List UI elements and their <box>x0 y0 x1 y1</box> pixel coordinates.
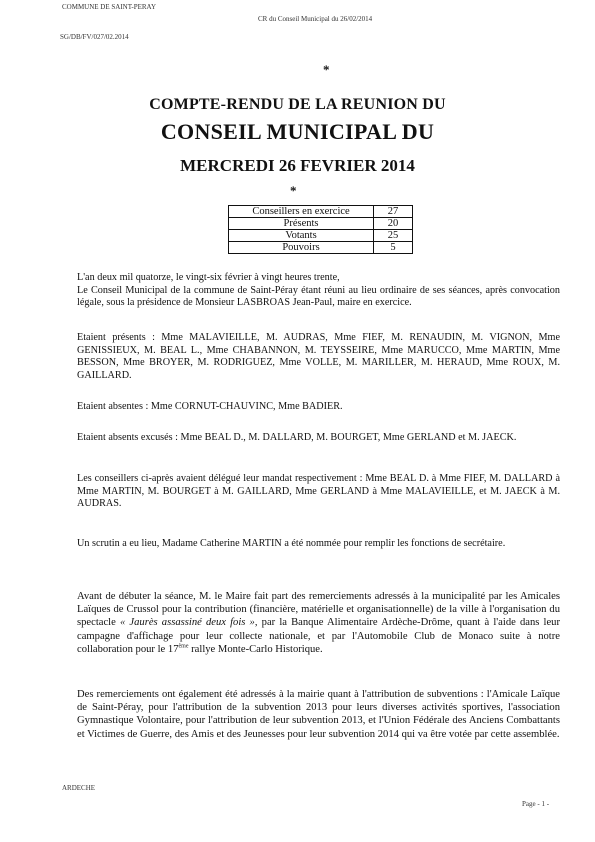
ornament-star-2: * <box>290 183 297 198</box>
stat-value: 27 <box>374 206 413 218</box>
intro-convocation: Le Conseil Municipal de la commune de Saint-Péray étant réuni au lieu ordinaire de ses séances, après convocation légale, sous la présidence de Monsieur LASBROAS Jean-Paul, maire en exercice. <box>77 284 560 309</box>
show-title: « Jaurès assassiné deux fois » <box>119 617 255 629</box>
thanks-paragraph-1: Avant de débuter la séance, M. le Maire fait part des remerciements adressés à la municipalité par les Amicales Laïques de Crussol pour la contribution (financière, matérielle et organisationnelle) de la ville à l'organisation du spectacle « Jaurès assassiné deux fois », par la Banque Alimentaire Ardèche-Drôme, quant à l'aide dans leur campagne d'affichage pour leur collecte nationale, et par l'Automobile Club de Monaco suite à notre collaboration pour le 17ème rallye Monte-Carlo Historique. <box>77 591 560 655</box>
stat-value: 20 <box>374 218 413 230</box>
stat-label: Votants <box>229 230 374 242</box>
stat-label: Pouvoirs <box>229 242 374 254</box>
title-line-1: COMPTE-RENDU DE LA REUNION DU <box>149 96 446 113</box>
table-row <box>229 218 413 230</box>
thanks-paragraph-2: Des remerciements ont également été adressés à la mairie quant à l'attribution de subventions : l'Amicale Laïque de Saint-Péray, pour l'attribution de la subvention 2013 pour leurs diverses activités sportives, l'association Gymnastique Volontaire, pour l'attribution de leur subvention 2013, et l'Union Fédérale des Anciens Combattants et Victimes de Guerre, des Amis et des Jeunesses pour leur subvention 2014 qui va être votée par cette assemblée. <box>77 689 560 740</box>
intro-date-line: L'an deux mil quatorze, le vingt-six février à vingt heures trente, <box>77 272 340 283</box>
secretary-paragraph: Un scrutin a eu lieu, Madame Catherine MARTIN a été nommée pour remplir les fonctions de secrétaire. <box>77 538 506 549</box>
header-doc-title: CR du Conseil Municipal du 26/02/2014 <box>258 15 373 23</box>
header-commune: COMMUNE DE SAINT-PERAY <box>62 3 156 11</box>
ornament-star: * <box>323 62 330 77</box>
title-line-2: CONSEIL MUNICIPAL DU <box>160 119 435 144</box>
stat-value: 25 <box>374 230 413 242</box>
stat-label: Conseillers en exercice <box>229 206 374 218</box>
table-row <box>229 230 413 242</box>
attendance-table <box>228 205 413 254</box>
intro-paragraph <box>77 272 560 310</box>
table-row <box>229 206 413 218</box>
header-reference: SG/DB/FV/027/02.2014 <box>60 33 129 41</box>
footer-left: ARDECHE <box>62 784 96 792</box>
stat-value: 5 <box>374 242 413 254</box>
page-number: Page - 1 - <box>522 800 550 808</box>
table-row <box>229 242 413 254</box>
absents-paragraph: Etaient absentes : Mme CORNUT-CHAUVINC, Mme BADIER. <box>77 401 343 412</box>
presents-paragraph: Etaient présents : Mme MALAVIEILLE, M. AUDRAS, Mme FIEF, M. RENAUDIN, M. VIGNON, Mme GENISSIEUX, M. BEAL L., Mme CHABANNON, M. TEYSSEIRE, Mme MARUCCO, Mme MARTIN, Mme BESSON, Mme BROYER, M. RODRIGUEZ, Mme VOLLE, M. MARILLER, M. HERAUD, Mme ROUX, M. GAILLARD. <box>77 332 560 381</box>
mandats-paragraph: Les conseillers ci-après avaient délégué leur mandat respectivement : Mme BEAL D. à Mme FIEF, M. DALLARD à Mme MARTIN, M. BOURGET à M. GAILLARD, Mme GERLAND à Mme MALAVIEILLE, et M. JAECK à M. AUDRAS. <box>77 473 560 510</box>
stat-label: Présents <box>229 218 374 230</box>
excuses-paragraph: Etaient absents excusés : Mme BEAL D., M. DALLARD, M. BOURGET, Mme GERLAND et M. JAECK. <box>77 432 517 443</box>
title-line-3: MERCREDI 26 FEVRIER 2014 <box>180 156 415 175</box>
